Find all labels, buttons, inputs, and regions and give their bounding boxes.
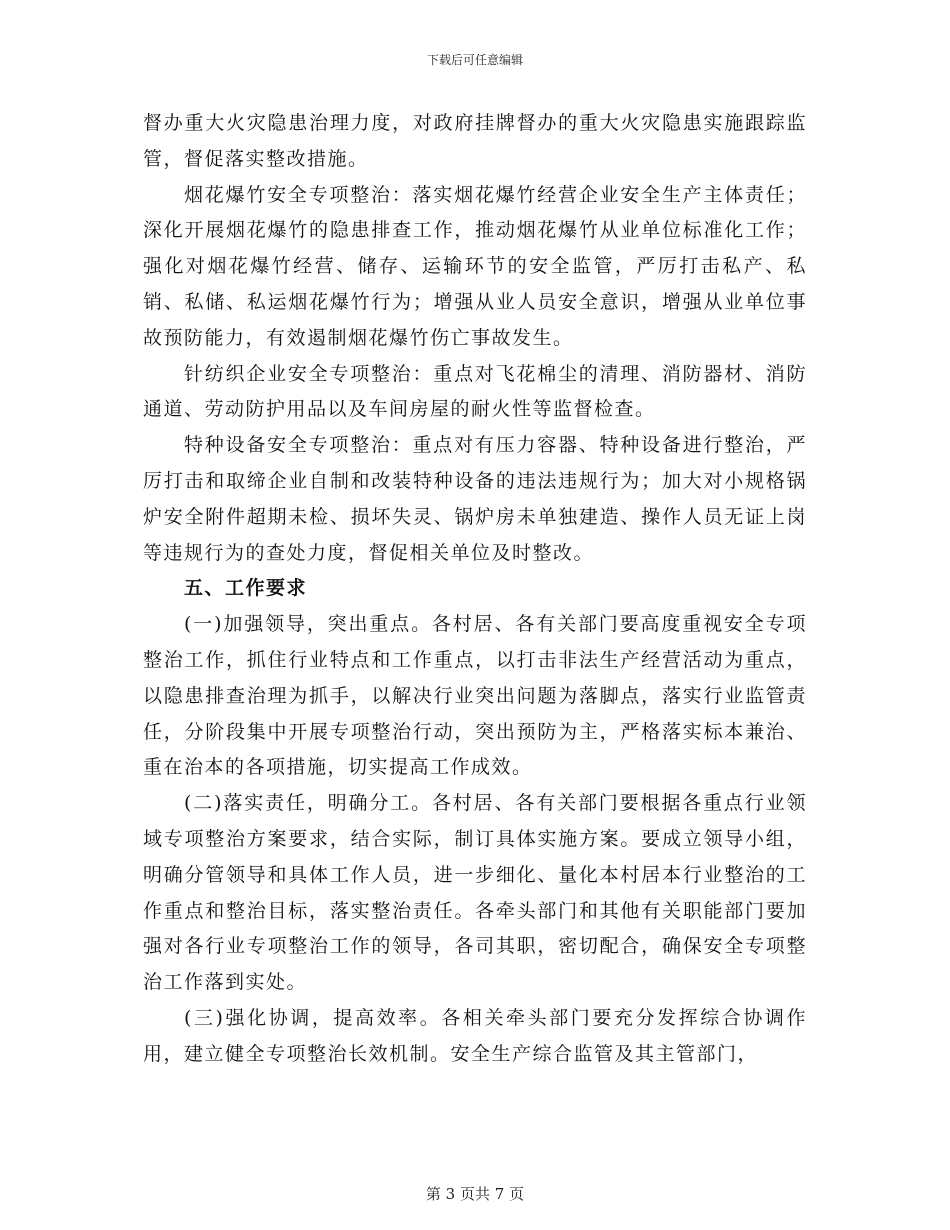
- paragraph-fireworks-safety: 烟花爆竹安全专项整治：落实烟花爆竹经营企业安全生产主体责任；深化开展烟花爆竹的隐患排查工作，推动烟花爆竹从业单位标准化工作；强化对烟花爆竹经营、储存、运输环节的安全监管，严厉打击私产、私销、私储、私运烟花爆竹行为；增强从业人员安全意识，增强从业单位事故预防能力，有效遏制烟花爆竹伤亡事故发生。: [143, 183, 807, 349]
- paragraph-requirement-3: (三)强化协调，提高效率。各相关牵头部门要充分发挥综合协调作用，建立健全专项整治长效机制。安全生产综合监管及其主管部门，: [143, 1006, 807, 1065]
- section-heading-work-requirements: 五、工作要求: [184, 577, 308, 600]
- paragraph-requirement-1: (一)加强领导，突出重点。各村居、各有关部门要高度重视安全专项整治工作，抓住行业特点和工作重点，以打击非法生产经营活动为重点，以隐患排查治理为抓手，以解决行业突出问题为落脚点，落实行业监管责任，分阶段集中开展专项整治行动，突出预防为主，严格落实标本兼治、重在治本的各项措施，切实提高工作成效。: [143, 613, 807, 779]
- paragraph-textile-safety: 针纺织企业安全专项整治：重点对飞花棉尘的清理、消防器材、消防通道、劳动防护用品以及车间房屋的耐火性等监督检查。: [143, 362, 807, 421]
- page-footer: 第 3 页共 7 页: [425, 1185, 525, 1203]
- document-body: [143, 106, 807, 1073]
- paragraph-fire-hazard-continuation: 督办重大火灾隐患治理力度，对政府挂牌督办的重大火灾隐患实施跟踪监管，督促落实整改措施。: [143, 112, 807, 170]
- paragraph-special-equipment-safety: 特种设备安全专项整治：重点对有压力容器、特种设备进行整治，严厉打击和取缔企业自制和改装特种设备的违法违规行为；加大对小规格锅炉安全附件超期未检、损坏失灵、锅炉房未单独建造、操作人员无证上岗等违规行为的查处力度，督促相关单位及时整改。: [143, 434, 807, 564]
- paragraph-requirement-2: (二)落实责任，明确分工。各村居、各有关部门要根据各重点行业领域专项整治方案要求，结合实际，制订具体实施方案。要成立领导小组，明确分管领导和具体工作人员，进一步细化、量化本村居本行业整治的工作重点和整治目标，落实整治责任。各牵头部门和其他有关职能部门要加强对各行业专项整治工作的领导，各司其职，密切配合，确保安全专项整治工作落到实处。: [143, 792, 807, 994]
- page-header: 下载后可任意编辑: [426, 53, 523, 67]
